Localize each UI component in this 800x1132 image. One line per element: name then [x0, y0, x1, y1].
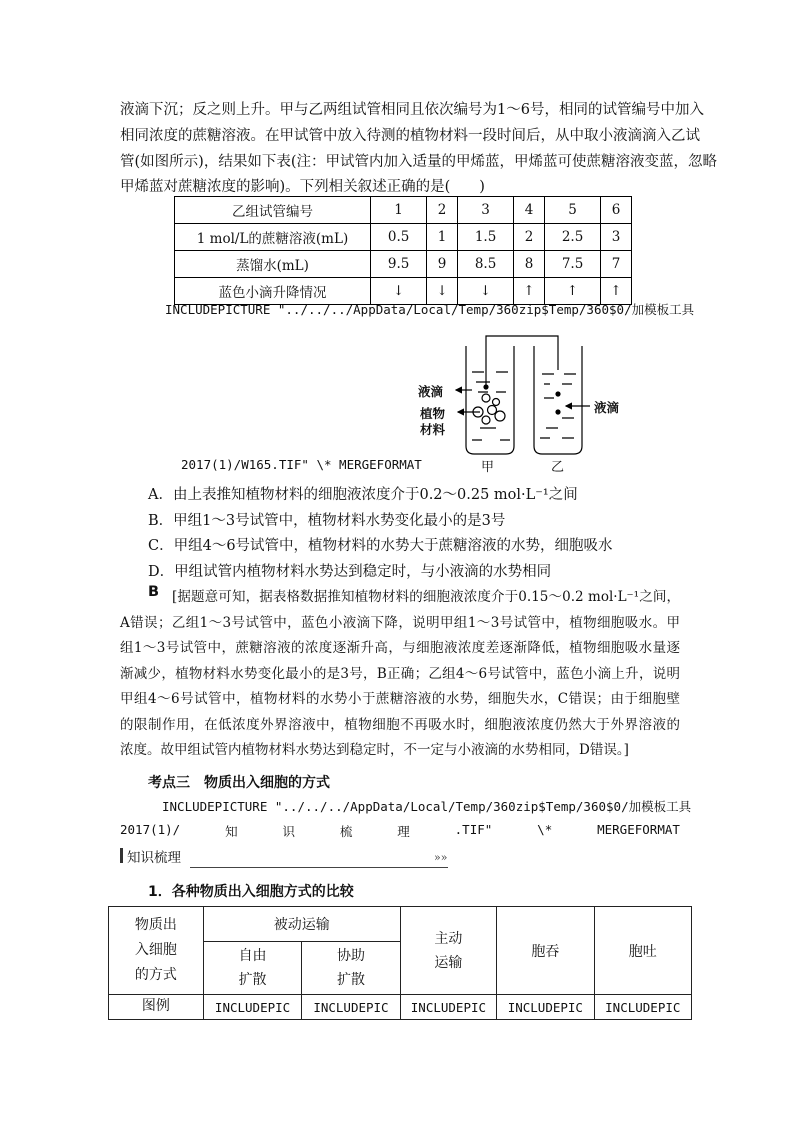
- table-cell: 9: [427, 251, 458, 278]
- table-row: [109, 907, 692, 942]
- banner-marker: [120, 848, 123, 863]
- table-cell: 8: [514, 251, 545, 278]
- answer-line: 组1～3号试管中，蔗糖溶液的浓度逐渐升高，与细胞液浓度差逐渐降低，植物细胞吸水量逐: [120, 640, 680, 656]
- field-token: 识: [282, 824, 295, 839]
- answer-letter: B: [148, 584, 160, 600]
- option-a: A．由上表推知植物材料的细胞液浓度介于0.2～0.25 mol·L⁻¹之间: [148, 487, 578, 503]
- experiment-table: [174, 196, 632, 305]
- field-token: \*: [537, 822, 553, 837]
- answer-line: 的限制作用，在低浓度外界溶液中，植物细胞不再吸水时，细胞液浓度仍然大于外界溶液的: [120, 717, 680, 733]
- include-picture-field-2: INCLUDEPICTURE "../../../AppData/Local/Temp/360zip$Temp/360$0/加模板工具: [162, 799, 692, 814]
- knowledge-banner-label: 知识梳理: [127, 850, 181, 866]
- field-token: .TIF": [454, 822, 493, 837]
- table-header-method: 物质出 入细胞 的方式: [109, 907, 204, 995]
- table-cell: 6: [601, 197, 632, 224]
- table-cell-placeholder: INCLUDEPIC: [302, 995, 400, 1020]
- table-row-label: 图例: [109, 995, 204, 1020]
- option-b: B．甲组1～3号试管中，植物材料水势变化最小的是3号: [148, 513, 506, 529]
- table-header-passive: 被动运输: [203, 907, 400, 942]
- include-picture-field: INCLUDEPICTURE "../../../AppData/Local/Temp/360zip$Temp/360$0/加模板工具: [165, 302, 695, 317]
- answer-line: 浓度。故甲组试管内植物材料水势达到稳定时，不一定与小液滴的水势相同，D错误。]: [120, 742, 629, 758]
- table-cell: 7.5: [544, 251, 600, 278]
- table-cell: ↑: [544, 278, 600, 305]
- table-cell: ↑: [601, 278, 632, 305]
- label-yi: 乙: [551, 460, 565, 475]
- table-row: [175, 251, 632, 278]
- option-d: D．甲组试管内植物材料水势达到稳定时，与小液滴的水势相同: [148, 564, 552, 580]
- table-cell: ↓: [427, 278, 458, 305]
- label-plant-1: 植物: [420, 406, 446, 421]
- table-header-endocytosis: 胞吞: [497, 907, 594, 995]
- table-cell: ↓: [457, 278, 513, 305]
- table-header-facilitated-diffusion: 协助 扩散: [302, 942, 400, 995]
- option-c: C．甲组4～6号试管中，植物材料的水势大于蔗糖溶液的水势，细胞吸水: [148, 538, 613, 554]
- table-cell: 3: [601, 224, 632, 251]
- table-row: [109, 995, 692, 1020]
- include-picture-field-2-end: [120, 822, 680, 840]
- table-header-exocytosis: 胞吐: [594, 907, 691, 995]
- transport-comparison-table: [108, 906, 692, 1020]
- label-droplet-left: 液滴: [418, 384, 444, 399]
- table-cell: 8.5: [457, 251, 513, 278]
- table-row: [175, 224, 632, 251]
- table-cell: ↓: [371, 278, 427, 305]
- table-cell: 蓝色小滴升降情况: [175, 278, 371, 305]
- table-row: [175, 197, 632, 224]
- field-token: MERGEFORMAT: [597, 822, 680, 837]
- table-cell: 7: [601, 251, 632, 278]
- table-cell: 0.5: [371, 224, 427, 251]
- table-cell: 2.5: [544, 224, 600, 251]
- label-jia: 甲: [481, 460, 495, 475]
- label-plant-2: 材料: [420, 422, 446, 437]
- table-cell: ↑: [514, 278, 545, 305]
- table-cell-placeholder: INCLUDEPIC: [594, 995, 691, 1020]
- table-cell: 2: [427, 197, 458, 224]
- banner-arrows: »»: [434, 851, 448, 864]
- table-cell: 4: [514, 197, 545, 224]
- field-token: 梳: [339, 824, 353, 839]
- banner-underline: [190, 867, 448, 868]
- table-cell-placeholder: INCLUDEPIC: [203, 995, 301, 1020]
- field-token: 2017(1)/: [120, 822, 181, 837]
- intro-line-3: 管(如图所示)，结果如下表(注：甲试管内加入适量的甲烯蓝，甲烯蓝可使蔗糖溶液变蓝，忽略: [120, 154, 717, 170]
- answer-line: [据题意可知，据表格数据推知植物材料的细胞液浓度介于0.15～0.2 mol·L⁻¹之间，: [172, 589, 680, 605]
- table-cell: 2: [514, 224, 545, 251]
- table-cell-placeholder: INCLUDEPIC: [400, 995, 496, 1020]
- section-title: 考点三 物质出入细胞的方式: [148, 775, 330, 791]
- answer-line: 渐减少，植物材料水势变化最小的是3号，B正确；乙组4～6号试管中，蓝色小滴上升，说明: [120, 666, 680, 682]
- intro-line-2: 相同浓度的蔗糖溶液。在甲试管中放入待测的植物材料一段时间后，从中取小液滴滴入乙试: [120, 128, 700, 144]
- intro-line-1: 液滴下沉；反之则上升。甲与乙两组试管相同且依次编号为1～6号，相同的试管编号中加入: [120, 102, 704, 118]
- table-header-active: 主动 运输: [400, 907, 496, 995]
- table-cell-placeholder: INCLUDEPIC: [497, 995, 594, 1020]
- table-cell: 3: [457, 197, 513, 224]
- intro-line-4: 甲烯蓝对蔗糖浓度的影响)。下列相关叙述正确的是( ): [120, 179, 485, 195]
- answer-line: A错误；乙组1～3号试管中，蓝色小液滴下降，说明甲组1～3号试管中，植物细胞吸水。甲: [120, 615, 680, 631]
- table-cell: 1: [427, 224, 458, 251]
- table-cell: 1.5: [457, 224, 513, 251]
- table-cell: 蒸馏水(mL): [175, 251, 371, 278]
- subheading: 1．各种物质出入细胞方式的比较: [148, 884, 354, 900]
- table-cell: 1 mol/L的蔗糖溶液(mL): [175, 224, 371, 251]
- field-token: 理: [397, 824, 410, 839]
- answer-line: 甲组4～6号试管中，植物材料的水势小于蔗糖溶液的水势，细胞失水，C错误；由于细胞壁: [120, 691, 680, 707]
- table-header-free-diffusion: 自由 扩散: [203, 942, 301, 995]
- table-cell: 乙组试管编号: [175, 197, 371, 224]
- table-cell: 5: [544, 197, 600, 224]
- table-cell: 1: [371, 197, 427, 224]
- include-picture-field-end: 2017(1)/W165.TIF" \* MERGEFORMAT: [181, 457, 422, 472]
- table-cell: 9.5: [371, 251, 427, 278]
- field-token: 知: [225, 824, 238, 839]
- label-droplet-right: 液滴: [594, 400, 620, 415]
